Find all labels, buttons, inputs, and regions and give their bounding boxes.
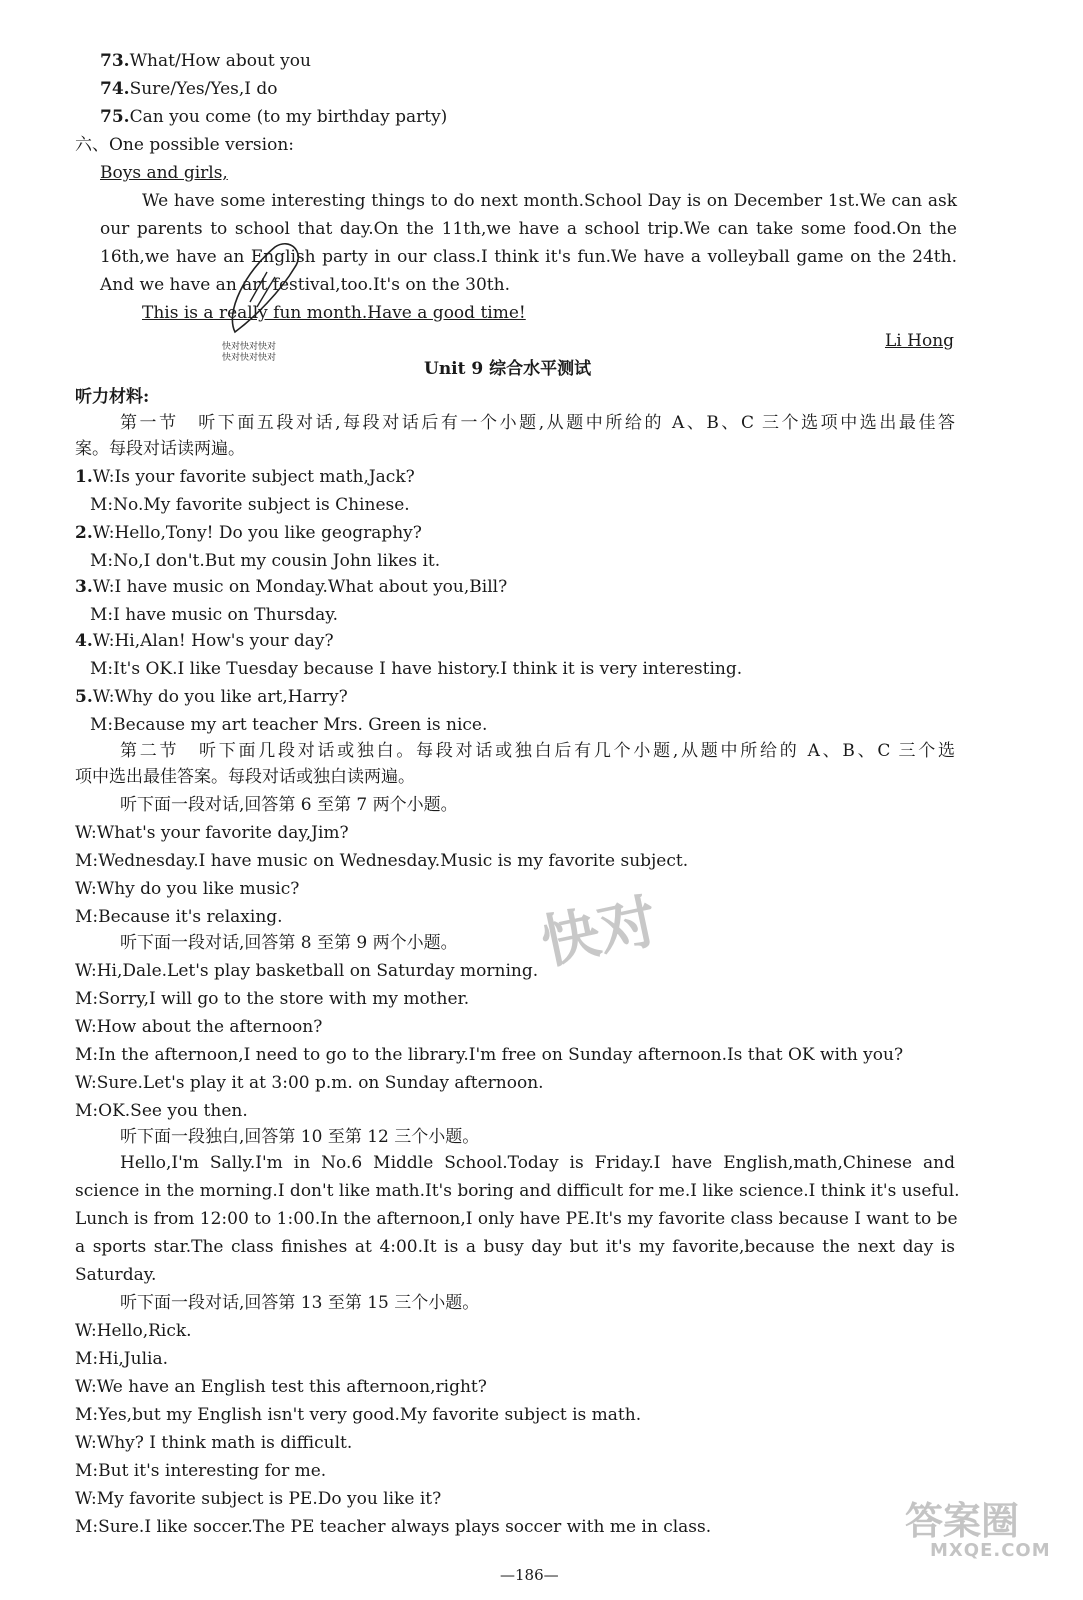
block89-line-2: M:Sorry,I will go to the store with my mother. xyxy=(75,989,470,1009)
unit-title: Unit 9 综合水平测试 xyxy=(424,359,592,379)
dialog-4-w: 4.W:Hi,Alan! How's your day? xyxy=(75,631,334,651)
block67-line-3: W:Why do you like music? xyxy=(75,879,300,899)
block1315-line-6: M:But it's interesting for me. xyxy=(75,1461,327,1481)
block89-line-3: W:How about the afternoon? xyxy=(75,1017,323,1037)
block89-line-6: M:OK.See you then. xyxy=(75,1101,248,1121)
block89-line-5: W:Sure.Let's play it at 3:00 p.m. on Sunday afternoon. xyxy=(75,1073,544,1093)
dialog-2-w: 2.W:Hello,Tony! Do you like geography? xyxy=(75,523,422,543)
letter-line-3: 16th,we have an English party in our class.I think it's fun.We have a volleyball game on the 24th. xyxy=(100,247,957,267)
block67-line-1: W:What's your favorite day,Jim? xyxy=(75,823,349,843)
block1315-line-7: W:My favorite subject is PE.Do you like it? xyxy=(75,1489,442,1509)
stamp-line-2: 快对快对快对 xyxy=(222,353,277,363)
dialog-3-w: 3.W:I have music on Monday.What about you,Bill? xyxy=(75,577,508,597)
letter-line-2: our parents to school that day.On the 11th,we have a school trip.We can take some food.On the xyxy=(100,219,957,239)
part2-instruction-2: 项中选出最佳答案。每段对话或独白读两遍。 xyxy=(75,767,415,787)
monologue-line-2: science in the morning.I don't like math.It's boring and difficult for me.I like science.I think it's useful. xyxy=(75,1181,960,1201)
letter-line-4: And we have an art festival,too.It's on the 30th. xyxy=(100,275,510,295)
answer-73: 73.What/How about you xyxy=(100,51,311,71)
corner-watermark-logo: 答案圈 xyxy=(905,1499,1020,1543)
block1315-line-2: M:Hi,Julia. xyxy=(75,1349,168,1369)
pen-scribble-mark xyxy=(205,232,315,342)
block89-line-4: M:In the afternoon,I need to go to the library.I'm free on Sunday afternoon.Is that OK with you? xyxy=(75,1045,904,1065)
center-watermark: 快对 xyxy=(535,886,663,978)
block1315-line-3: W:We have an English test this afternoon,right? xyxy=(75,1377,487,1397)
block1315-line-8: M:Sure.I like soccer.The PE teacher always plays soccer with me in class. xyxy=(75,1517,712,1537)
letter-greeting: Boys and girls, xyxy=(100,163,228,183)
block1012-intro: 听下面一段独白,回答第 10 至第 12 三个小题。 xyxy=(120,1127,480,1147)
dialog-1-w: 1.W:Is your favorite subject math,Jack? xyxy=(75,467,415,487)
block1315-line-4: M:Yes,but my English isn't very good.My favorite subject is math. xyxy=(75,1405,642,1425)
monologue-line-5: Saturday. xyxy=(75,1265,157,1285)
monologue-line-4: a sports star.The class finishes at 4:00.It is a busy day but it's my favorite,because the next day is xyxy=(75,1237,955,1257)
monologue-line-1: Hello,I'm Sally.I'm in No.6 Middle School.Today is Friday.I have English,math,Chinese and xyxy=(120,1153,955,1173)
dialog-1-m: M:No.My favorite subject is Chinese. xyxy=(90,495,410,515)
answer-75: 75.Can you come (to my birthday party) xyxy=(100,107,448,127)
dialog-3-m: M:I have music on Thursday. xyxy=(90,605,339,625)
dialog-5-w: 5.W:Why do you like art,Harry? xyxy=(75,687,348,707)
dialog-5-m: M:Because my art teacher Mrs. Green is nice. xyxy=(90,715,488,735)
letter-line-1: We have some interesting things to do next month.School Day is on December 1st.We can ask xyxy=(142,191,957,211)
block67-line-4: M:Because it's relaxing. xyxy=(75,907,283,927)
block1315-line-1: W:Hello,Rick. xyxy=(75,1321,192,1341)
part1-instruction-2: 案。每段对话读两遍。 xyxy=(75,439,245,459)
stamp-mark xyxy=(222,342,276,364)
block67-intro: 听下面一段对话,回答第 6 至第 7 两个小题。 xyxy=(120,795,458,815)
letter-signature: Li Hong xyxy=(885,331,955,351)
part2-instruction-1: 第二节 听下面几段对话或独白。每段对话或独白后有几个小题,从题中所给的 A、B、C 三个选 xyxy=(120,741,955,761)
part1-instruction-1: 第一节 听下面五段对话,每段对话后有一个小题,从题中所给的 A、B、C 三个选项中选出最佳答 xyxy=(120,413,955,433)
block1315-intro: 听下面一段对话,回答第 13 至第 15 三个小题。 xyxy=(120,1293,480,1313)
letter-closing: This is a really fun month.Have a good time! xyxy=(142,303,526,323)
dialog-4-m: M:It's OK.I like Tuesday because I have history.I think it is very interesting. xyxy=(90,659,743,679)
block1315-line-5: W:Why? I think math is difficult. xyxy=(75,1433,353,1453)
block89-line-1: W:Hi,Dale.Let's play basketball on Saturday morning. xyxy=(75,961,539,981)
answer-74: 74.Sure/Yes/Yes,I do xyxy=(100,79,278,99)
block67-line-2: M:Wednesday.I have music on Wednesday.Music is my favorite subject. xyxy=(75,851,689,871)
page-number: —186— xyxy=(500,1566,559,1584)
section6-heading: 六、One possible version: xyxy=(75,135,294,155)
listening-label: 听力材料: xyxy=(75,387,150,407)
stamp-line-1: 快对快对快对 xyxy=(222,342,277,352)
monologue-line-3: Lunch is from 12:00 to 1:00.In the afternoon,I only have PE.It's my favorite class because I want to be xyxy=(75,1209,958,1229)
corner-watermark-site: MXQE.COM xyxy=(930,1540,1051,1561)
dialog-2-m: M:No,I don't.But my cousin John likes it. xyxy=(90,551,441,571)
block89-intro: 听下面一段对话,回答第 8 至第 9 两个小题。 xyxy=(120,933,458,953)
